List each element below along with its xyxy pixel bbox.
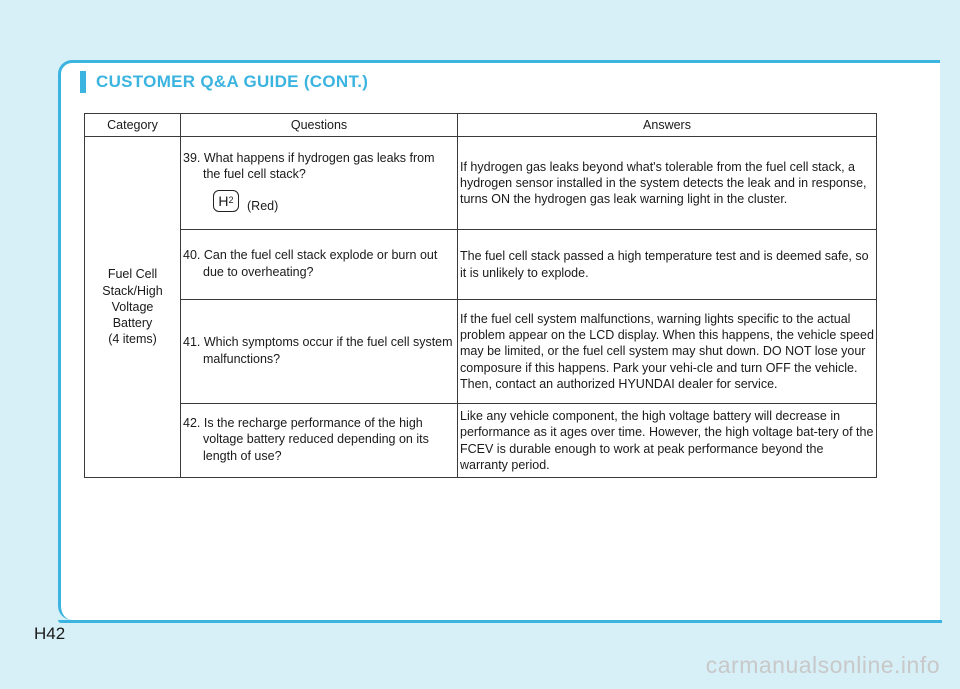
table-header-row — [85, 114, 877, 137]
category-line: Stack/High — [102, 283, 163, 298]
watermark: carmanualsonline.info — [705, 652, 940, 678]
column-header-answers: Answers — [458, 114, 877, 137]
answer-cell: Like any vehicle component, the high voltage battery will decrease in performance as it ages over time. However, the high voltage bat-tery of the FCEV is durable enough to work at peak performance beyond the warranty period. — [458, 404, 877, 478]
section-header — [80, 69, 368, 95]
table-row — [85, 404, 877, 478]
question-cell — [181, 230, 458, 300]
category-line: Fuel Cell — [107, 267, 158, 282]
question-cell — [181, 137, 458, 230]
answer-cell: If the fuel cell system malfunctions, warning lights specific to the actual problem appear on the LCD display. When this happens, the vehicle speed may be limited, or the fuel cell system may shut down. DO NOT lose your composure if this happens. Park your vehi-cle and turn OFF the vehicle. Then, contact an authorized HYUNDAI dealer for service. — [458, 300, 877, 404]
warning-light-row — [213, 188, 455, 214]
question-text: 39. What happens if hydrogen gas leaks from the fuel cell stack? — [183, 150, 435, 181]
category-line: (4 items) — [108, 332, 157, 347]
icon-caption: (Red) — [247, 199, 279, 214]
title-accent-bar — [80, 71, 86, 93]
question-text: 42. Is the recharge performance of the high voltage battery reduced depending on its length of use? — [183, 416, 429, 463]
section-title: CUSTOMER Q&A GUIDE (CONT.) — [96, 72, 369, 91]
hydrogen-leak-warning-icon: H 2 — [213, 190, 239, 212]
answer-cell: The fuel cell stack passed a high temperature test and is deemed safe, so it is unlikely to explode. — [458, 230, 877, 300]
question-cell — [181, 300, 458, 404]
question-text: 41. Which symptoms occur if the fuel cell system malfunctions? — [183, 335, 453, 366]
question-text: 40. Can the fuel cell stack explode or burn out due to overheating? — [183, 248, 438, 279]
category-line: Voltage — [111, 299, 154, 314]
qa-table — [84, 113, 877, 478]
table-row — [85, 300, 877, 404]
question-cell — [181, 404, 458, 478]
page-number: H42 — [34, 624, 66, 643]
category-cell — [85, 137, 181, 478]
column-header-questions: Questions — [181, 114, 458, 137]
answer-cell: If hydrogen gas leaks beyond what's tolerable from the fuel cell stack, a hydrogen sensor installed in the system detects the leak and in response, turns ON the hydrogen gas leak warning light in the cluster. — [458, 137, 877, 230]
table-row — [85, 137, 877, 230]
table-row — [85, 230, 877, 300]
category-line: Battery — [112, 316, 153, 331]
column-header-category: Category — [85, 114, 181, 137]
